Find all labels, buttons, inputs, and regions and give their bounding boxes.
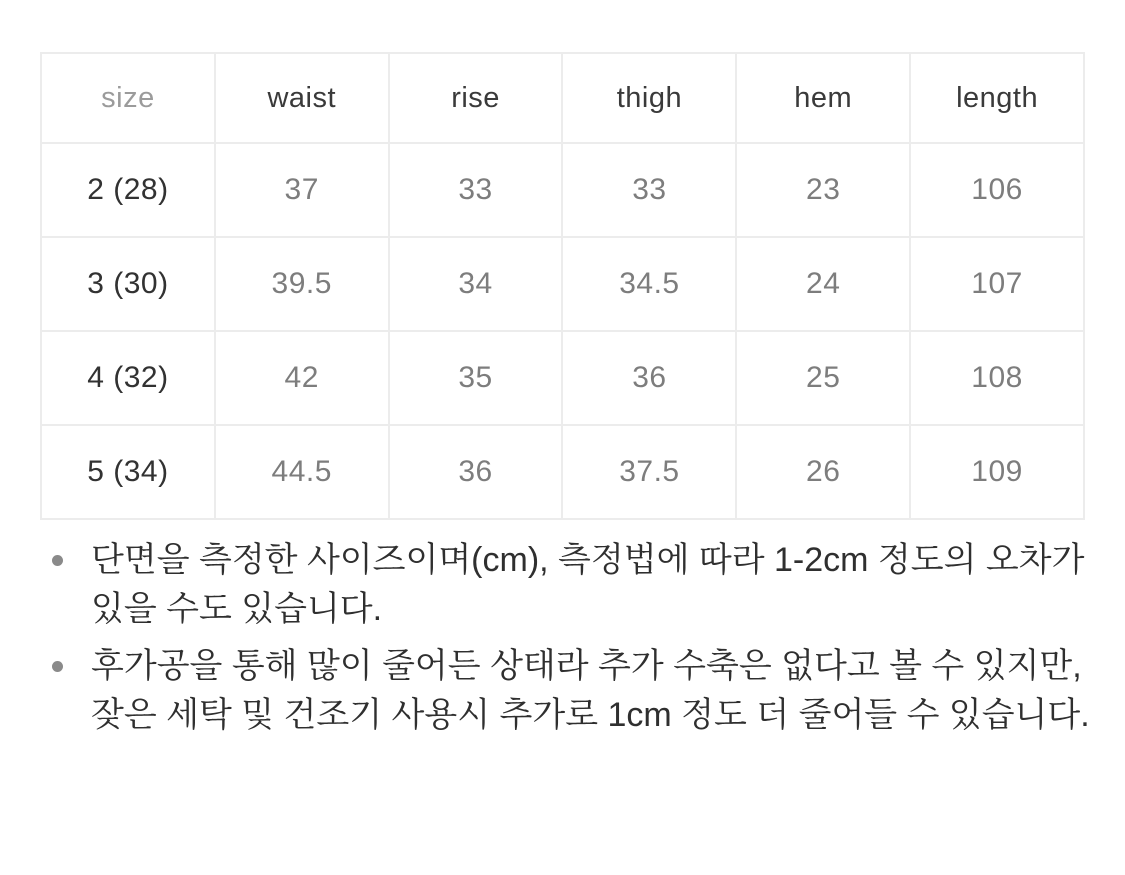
size-cell: 5 (34) [41,425,215,519]
length-cell: 106 [910,143,1084,237]
length-cell: 109 [910,425,1084,519]
list-item [52,642,1097,740]
thigh-cell: 36 [562,331,736,425]
table-body [41,143,1084,519]
col-header-thigh: thigh [562,53,736,143]
thigh-cell: 34.5 [562,237,736,331]
thigh-cell: 37.5 [562,425,736,519]
size-cell: 2 (28) [41,143,215,237]
header-row [41,53,1084,143]
col-header-length: length [910,53,1084,143]
table-row [41,143,1084,237]
table-row [41,425,1084,519]
rise-cell: 34 [389,237,563,331]
bullet-icon [52,661,63,672]
table-row [41,237,1084,331]
note-text-measurement: 단면을 측정한 사이즈이며(cm), 측정법에 따라 1-2cm 정도의 오차가 있을 수도 있습니다. [91,541,1085,628]
hem-cell: 25 [736,331,910,425]
list-item [52,536,1097,634]
hem-cell: 26 [736,425,910,519]
col-header-hem: hem [736,53,910,143]
size-cell: 4 (32) [41,331,215,425]
rise-cell: 35 [389,331,563,425]
rise-cell: 36 [389,425,563,519]
bullet-icon [52,555,63,566]
table-header [41,53,1084,143]
thigh-cell: 33 [562,143,736,237]
length-cell: 107 [910,237,1084,331]
hem-cell: 24 [736,237,910,331]
size-cell: 3 (30) [41,237,215,331]
notes-list [40,536,1097,740]
length-cell: 108 [910,331,1084,425]
col-header-size: size [41,53,215,143]
hem-cell: 23 [736,143,910,237]
table-row [41,331,1084,425]
waist-cell: 42 [215,331,389,425]
waist-cell: 44.5 [215,425,389,519]
waist-cell: 39.5 [215,237,389,331]
size-chart-table [40,52,1085,520]
waist-cell: 37 [215,143,389,237]
col-header-rise: rise [389,53,563,143]
col-header-waist: waist [215,53,389,143]
rise-cell: 33 [389,143,563,237]
note-text-shrinkage: 후가공을 통해 많이 줄어든 상태라 추가 수축은 없다고 볼 수 있지만, 잦은 세탁 및 건조기 사용시 추가로 1cm 정도 더 줄어들 수 있습니다. [91,647,1090,734]
